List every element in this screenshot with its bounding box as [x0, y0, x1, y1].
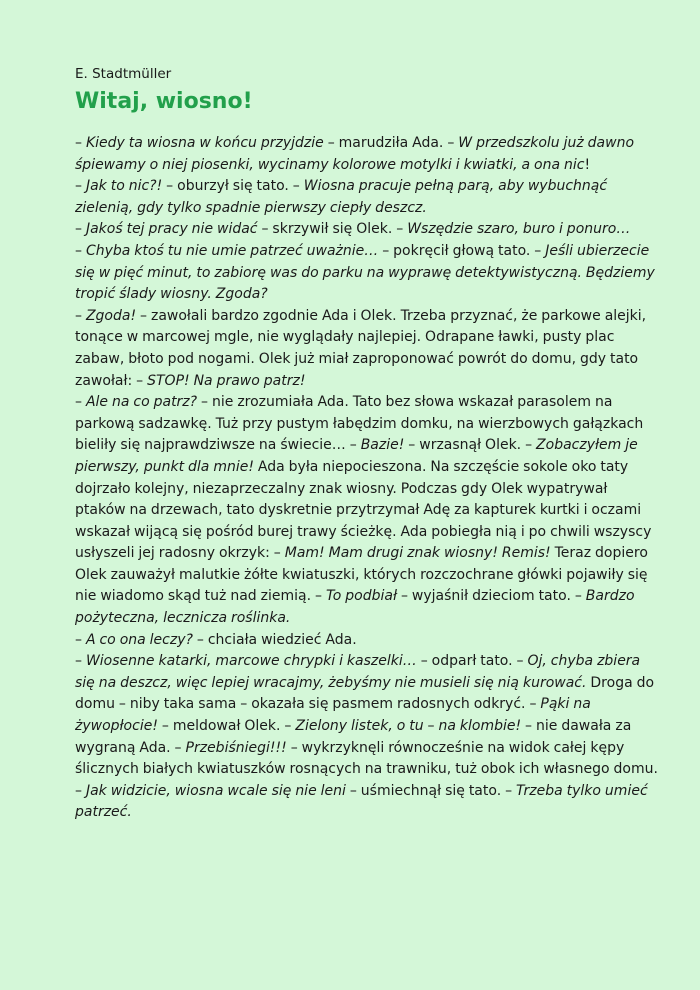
narration-segment: – wykrzyknęli równocześnie na widok całej kępy ślicznych białych kwiatuszków rosnących na trawniku, tuż obok ich własnego domu. [75, 739, 658, 778]
story-paragraph [75, 219, 660, 241]
dialogue-segment: Bazie! [360, 437, 405, 454]
dialogue-segment: A co ona leczy? [85, 631, 193, 648]
dialogue-segment: Kiedy ta wiosna w końcu przyjdzie [85, 135, 324, 151]
dialogue-segment: Przebiśniegi!!! [185, 739, 287, 756]
narration-segment: – [75, 221, 86, 238]
dialogue-segment: Jak widzicie, wiosna wcale się nie leni [85, 782, 346, 799]
narration-segment: – meldował Olek. – [157, 718, 296, 735]
dialogue-segment: Pąki na żywopłocie! [75, 696, 591, 735]
dialogue-segment: Wiosenne katarki, marcowe chrypki i kaszelki… [85, 653, 417, 670]
narration-segment: – zawołali bardzo zgodnie Ada i Olek. Trzeba przyznać, że parkowe alejki, tonące w marcowej mgle, nie wyglądały najlepiej. Odrapane ławki, pusty plac zabaw, błoto pod nogami. Olek już miał zaproponować powrót do domu, gdy tato zawołał: – [75, 307, 647, 389]
narration-segment: – [75, 394, 86, 411]
narration-segment: – [75, 242, 86, 259]
story-paragraph [75, 241, 660, 306]
story-paragraph [75, 133, 660, 176]
dialogue-segment: To podbiał [325, 588, 397, 605]
dialogue-segment: Zielony listek, o tu [295, 718, 424, 735]
narration-segment: – [75, 135, 86, 151]
story-paragraph [75, 630, 660, 652]
dialogue-segment: Trzeba tylko umieć patrzeć. [75, 782, 648, 821]
story-paragraph [75, 392, 660, 630]
dialogue-segment: Oj, chyba zbiera się na deszcz, więc lepiej wracajmy, żebyśmy nie musieli się nią kurować. [75, 653, 641, 691]
story-paragraph [75, 306, 660, 392]
narration-segment: – nie dawała za wygraną Ada. – [75, 718, 632, 756]
dialogue-segment: Ale na co patrz? [85, 394, 198, 411]
narration-segment: – [75, 307, 86, 324]
dialogue-segment: W przedszkolu już dawno śpiewamy o niej piosenki, wycinamy kolorowe motylki i kwiatki, a ona nic [75, 135, 635, 173]
story-body [75, 133, 660, 824]
dialogue-segment: Chyba ktoś tu nie umie patrzeć uważnie… [85, 242, 379, 259]
dialogue-segment: na klombie! [438, 718, 522, 735]
narration-segment: – pokręcił głową tato. – [378, 242, 546, 259]
narration-segment: – [75, 178, 86, 195]
narration-segment: – chciała wiedzieć Ada. [192, 631, 357, 648]
story-page [75, 64, 660, 824]
narration-segment: – [75, 782, 86, 799]
dialogue-segment: Jeśli ubierzecie się w pięć minut, to zabiorę was do parku na wyprawę detektywistyczną. Będziemy tropić ślady wiosny. Zgoda? [75, 242, 655, 303]
narration-segment: – skrzywił się Olek. – [257, 221, 408, 238]
narration-segment: Teraz dopiero Olek zauważył malutkie żółte kwiatuszki, których rozczochrane główki pojawiły się nie wiadomo skąd tuż nad ziemią. – [75, 545, 648, 605]
story-paragraph [75, 176, 660, 219]
story-paragraph [75, 651, 660, 781]
story-paragraph [75, 781, 660, 824]
narration-segment: – uśmiechnął się tato. – [345, 782, 517, 799]
narration-segment: – [75, 631, 86, 648]
dialogue-segment: Zgoda! [85, 307, 137, 324]
narration-segment: Droga do domu – niby taka sama – okazała się pasmem radosnych odkryć. – [75, 674, 655, 713]
story-title: Witaj, wiosno! [75, 89, 253, 114]
narration-segment: – wyjaśnił dzieciom tato. – [397, 588, 586, 605]
dialogue-segment: Wszędzie szaro, buro i ponuro… [407, 221, 631, 238]
dialogue-segment: Mam! Mam drugi znak wiosny! Remis! [284, 545, 551, 562]
dialogue-segment: Jak to nic?! [85, 178, 163, 195]
narration-segment: – oburzył się tato. – [162, 178, 304, 195]
author-name: E. Stadtmüller [75, 66, 172, 82]
dialogue-segment: Zobaczyłem je pierwszy, punkt dla mnie! [75, 437, 638, 475]
dialogue-segment: Jakoś tej pracy nie widać [85, 221, 258, 238]
narration-segment: ! [584, 156, 591, 173]
narration-segment: – odparł tato. – [416, 653, 528, 670]
narration-segment: – marudziła Ada. – [323, 135, 459, 151]
narration-segment: – [423, 718, 439, 735]
dialogue-segment: STOP! Na prawo patrz! [147, 372, 306, 389]
dialogue-segment: Bardzo pożyteczna, lecznicza roślinka. [75, 588, 635, 627]
dialogue-segment: Wiosna pracuje pełną parą, aby wybuchnąć zielenią, gdy tylko spadnie pierwszy ciepły deszcz. [75, 178, 608, 216]
narration-segment: – wrzasnął Olek. – [404, 437, 537, 454]
narration-segment: – [75, 653, 86, 670]
narration-segment: – nie zrozumiała Ada. Tato bez słowa wskazał parasolem na parkową sadzawkę. Tuż przy pustym łabędzim domku, na wierzbowych gałązkach bieliły się najprawdziwsze na świecie… – [75, 394, 644, 454]
narration-segment: Ada była niepocieszona. Na szczęście sokole oko taty dojrzało kolejny, niezaprzeczalny znak wiosny. Podczas gdy Olek wypatrywał ptaków na drzewach, tato dyskretnie przytrzymał Adę za kapturek kurtki i oczami wskazał wijącą się pośród burej trawy ścieżkę. Ada pobiegła nią i po chwili wszyscy usłyszeli jej radosny okrzyk: – [75, 458, 652, 562]
